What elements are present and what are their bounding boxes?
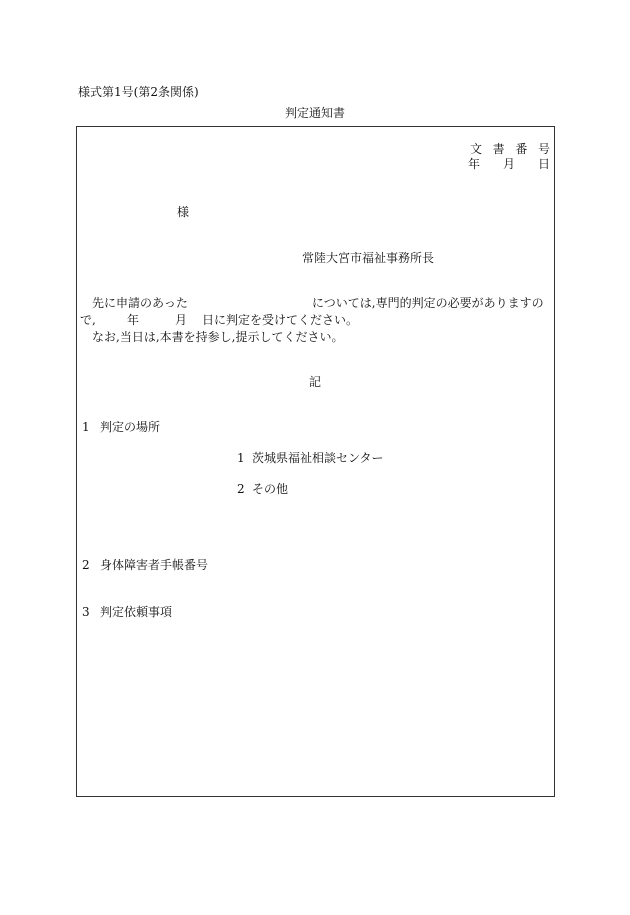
- place-number: 1: [237, 451, 245, 465]
- body-line2-lead: で,: [80, 313, 96, 327]
- item-judgment-place: [82, 421, 160, 433]
- docnum-char: 書: [492, 142, 505, 156]
- docnum-char: 号: [537, 142, 550, 156]
- item-label: 判定の場所: [100, 420, 161, 434]
- item-label: 判定依頼事項: [100, 605, 173, 619]
- place-label: 茨城県福祉相談センター: [252, 451, 384, 465]
- body-line2-day: 日に判定を受けてください。: [202, 313, 359, 327]
- place-option: [237, 483, 288, 495]
- date-year-label: 年: [468, 157, 481, 171]
- body-line1-start: 先に申請のあった: [92, 296, 188, 310]
- item-request-matters: [82, 606, 172, 618]
- body-line2-year: 年: [127, 313, 140, 327]
- place-option: [237, 452, 384, 464]
- form-label: 様式第1号(第2条関係): [78, 85, 199, 99]
- item-label: 身体障害者手帳番号: [100, 558, 209, 572]
- item-handbook-number: [82, 559, 208, 571]
- document-title: 判定通知書: [284, 106, 345, 120]
- docnum-char: 番: [515, 142, 528, 156]
- item-number: 1: [82, 420, 90, 434]
- place-label: その他: [252, 482, 289, 496]
- place-number: 2: [237, 482, 245, 496]
- document-number-label: [470, 143, 550, 155]
- body-line3: なお,当日は,本書を持参し,提示してください。: [92, 330, 344, 344]
- ki-heading: 記: [308, 375, 321, 389]
- sender-name: 常陸大宮市福祉事務所長: [302, 251, 435, 265]
- body-line2-month: 月: [175, 313, 188, 327]
- docnum-char: 文: [470, 142, 483, 156]
- addressee-suffix: 様: [177, 205, 190, 219]
- date-month-label: 月: [502, 157, 515, 171]
- item-number: 2: [82, 558, 90, 572]
- item-number: 3: [82, 605, 90, 619]
- issue-date-row: [468, 158, 550, 170]
- date-day-label: 日: [537, 157, 550, 171]
- body-line1-end: については,専門的判定の必要がありますの: [312, 296, 544, 310]
